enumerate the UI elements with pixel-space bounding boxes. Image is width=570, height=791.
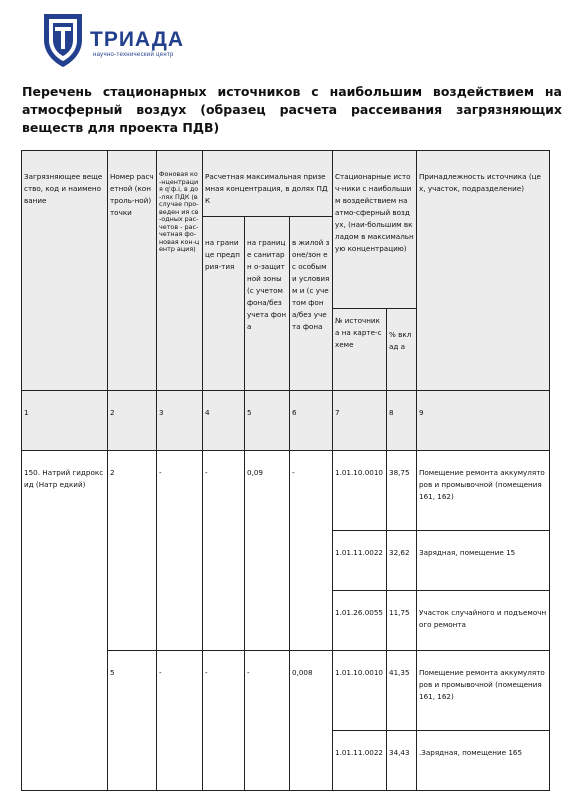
header-source-no: № источника на карте-схеме bbox=[333, 309, 387, 391]
source-number: 1.01.11.0022 bbox=[333, 731, 387, 791]
source-number: 1.01.10.0010 bbox=[333, 451, 387, 531]
table-row bbox=[22, 451, 550, 531]
enterprise-value: - bbox=[203, 651, 245, 791]
enterprise-value: - bbox=[203, 451, 245, 651]
point-number: 2 bbox=[108, 451, 157, 651]
sources-table bbox=[21, 150, 550, 791]
column-number: 7 bbox=[333, 391, 387, 451]
header-max-conc: Расчетная максимальная приземная концентрация, в долях ПДК bbox=[203, 151, 333, 217]
percent-value: 34,43 bbox=[387, 731, 417, 791]
column-number: 8 bbox=[387, 391, 417, 451]
document-title: Перечень стационарных источников с наибольшим воздействием на атмосферный воздух (образец расчета рассеивания загрязняющих веществ для проекта ПДВ) bbox=[22, 84, 562, 135]
background-value: - bbox=[157, 451, 203, 651]
residential-value: 0,008 bbox=[290, 651, 333, 791]
source-number: 1.01.26.0055 bbox=[333, 591, 387, 651]
point-number: 5 bbox=[108, 651, 157, 791]
affiliation-value: Зарядная, помещение 15 bbox=[417, 531, 550, 591]
column-number: 4 bbox=[203, 391, 245, 451]
source-number: 1.01.10.0010 bbox=[333, 651, 387, 731]
affiliation-value: Помещение ремонта аккумуляторов и промывочной (помещения 161, 162) bbox=[417, 651, 550, 731]
affiliation-value: .Зарядная, помещение 165 bbox=[417, 731, 550, 791]
column-number: 6 bbox=[290, 391, 333, 451]
column-number: 3 bbox=[157, 391, 203, 451]
column-number: 9 bbox=[417, 391, 550, 451]
column-number: 2 bbox=[108, 391, 157, 451]
column-number: 1 bbox=[22, 391, 108, 451]
sanitary-value: 0,09 bbox=[245, 451, 290, 651]
header-sources: Стационарные источ-ники с наибольшим воздействием на атмо-сферный воздух, (наи-большим вкладом в максимальную концентрацию) bbox=[333, 151, 417, 309]
header-border-enterprise: на границе предприя-тия bbox=[203, 217, 245, 391]
source-number: 1.01.11.0022 bbox=[333, 531, 387, 591]
header-affiliation: Принадлежность источника (цех, участок, подразделение) bbox=[417, 151, 550, 391]
percent-value: 38,75 bbox=[387, 451, 417, 531]
percent-value: 11,75 bbox=[387, 591, 417, 651]
header-border-sanitary: на границе санитарн о-защитной зоны (с учетом фона/без учета фона bbox=[245, 217, 290, 391]
column-number: 5 bbox=[245, 391, 290, 451]
substance-name: 150. Натрий гидроксид (Натр едкий) bbox=[22, 451, 108, 791]
percent-value: 32,62 bbox=[387, 531, 417, 591]
logo-brand-subtext: научно-технический центр bbox=[93, 52, 174, 58]
percent-value: 41,35 bbox=[387, 651, 417, 731]
affiliation-value: Участок случайного и подъемочного ремонта bbox=[417, 591, 550, 651]
background-value: - bbox=[157, 651, 203, 791]
residential-value: - bbox=[290, 451, 333, 651]
header-point-no: Номер расчетной (контроль-ной) точки bbox=[108, 151, 157, 391]
logo-brand-name: ТРИАДА bbox=[90, 28, 184, 51]
header-residential: в жилой зоне/зон е с особыми условиям и (с учетом фона/без учета фона bbox=[290, 217, 333, 391]
sanitary-value: - bbox=[245, 651, 290, 791]
header-substance: Загрязняющее вещество, код и наименование bbox=[22, 151, 108, 391]
header-background: Фоновая ко-нцентрация q'ф.i, в до-лях ПДК (в случае про-веден ия св-одных рас-четов - рас-четная фо-новая кон-центр ация) bbox=[157, 151, 203, 391]
header-percent: % вклад а bbox=[387, 309, 417, 391]
affiliation-value: Помещение ремонта аккумуляторов и промывочной (помещения 161, 162) bbox=[417, 451, 550, 531]
